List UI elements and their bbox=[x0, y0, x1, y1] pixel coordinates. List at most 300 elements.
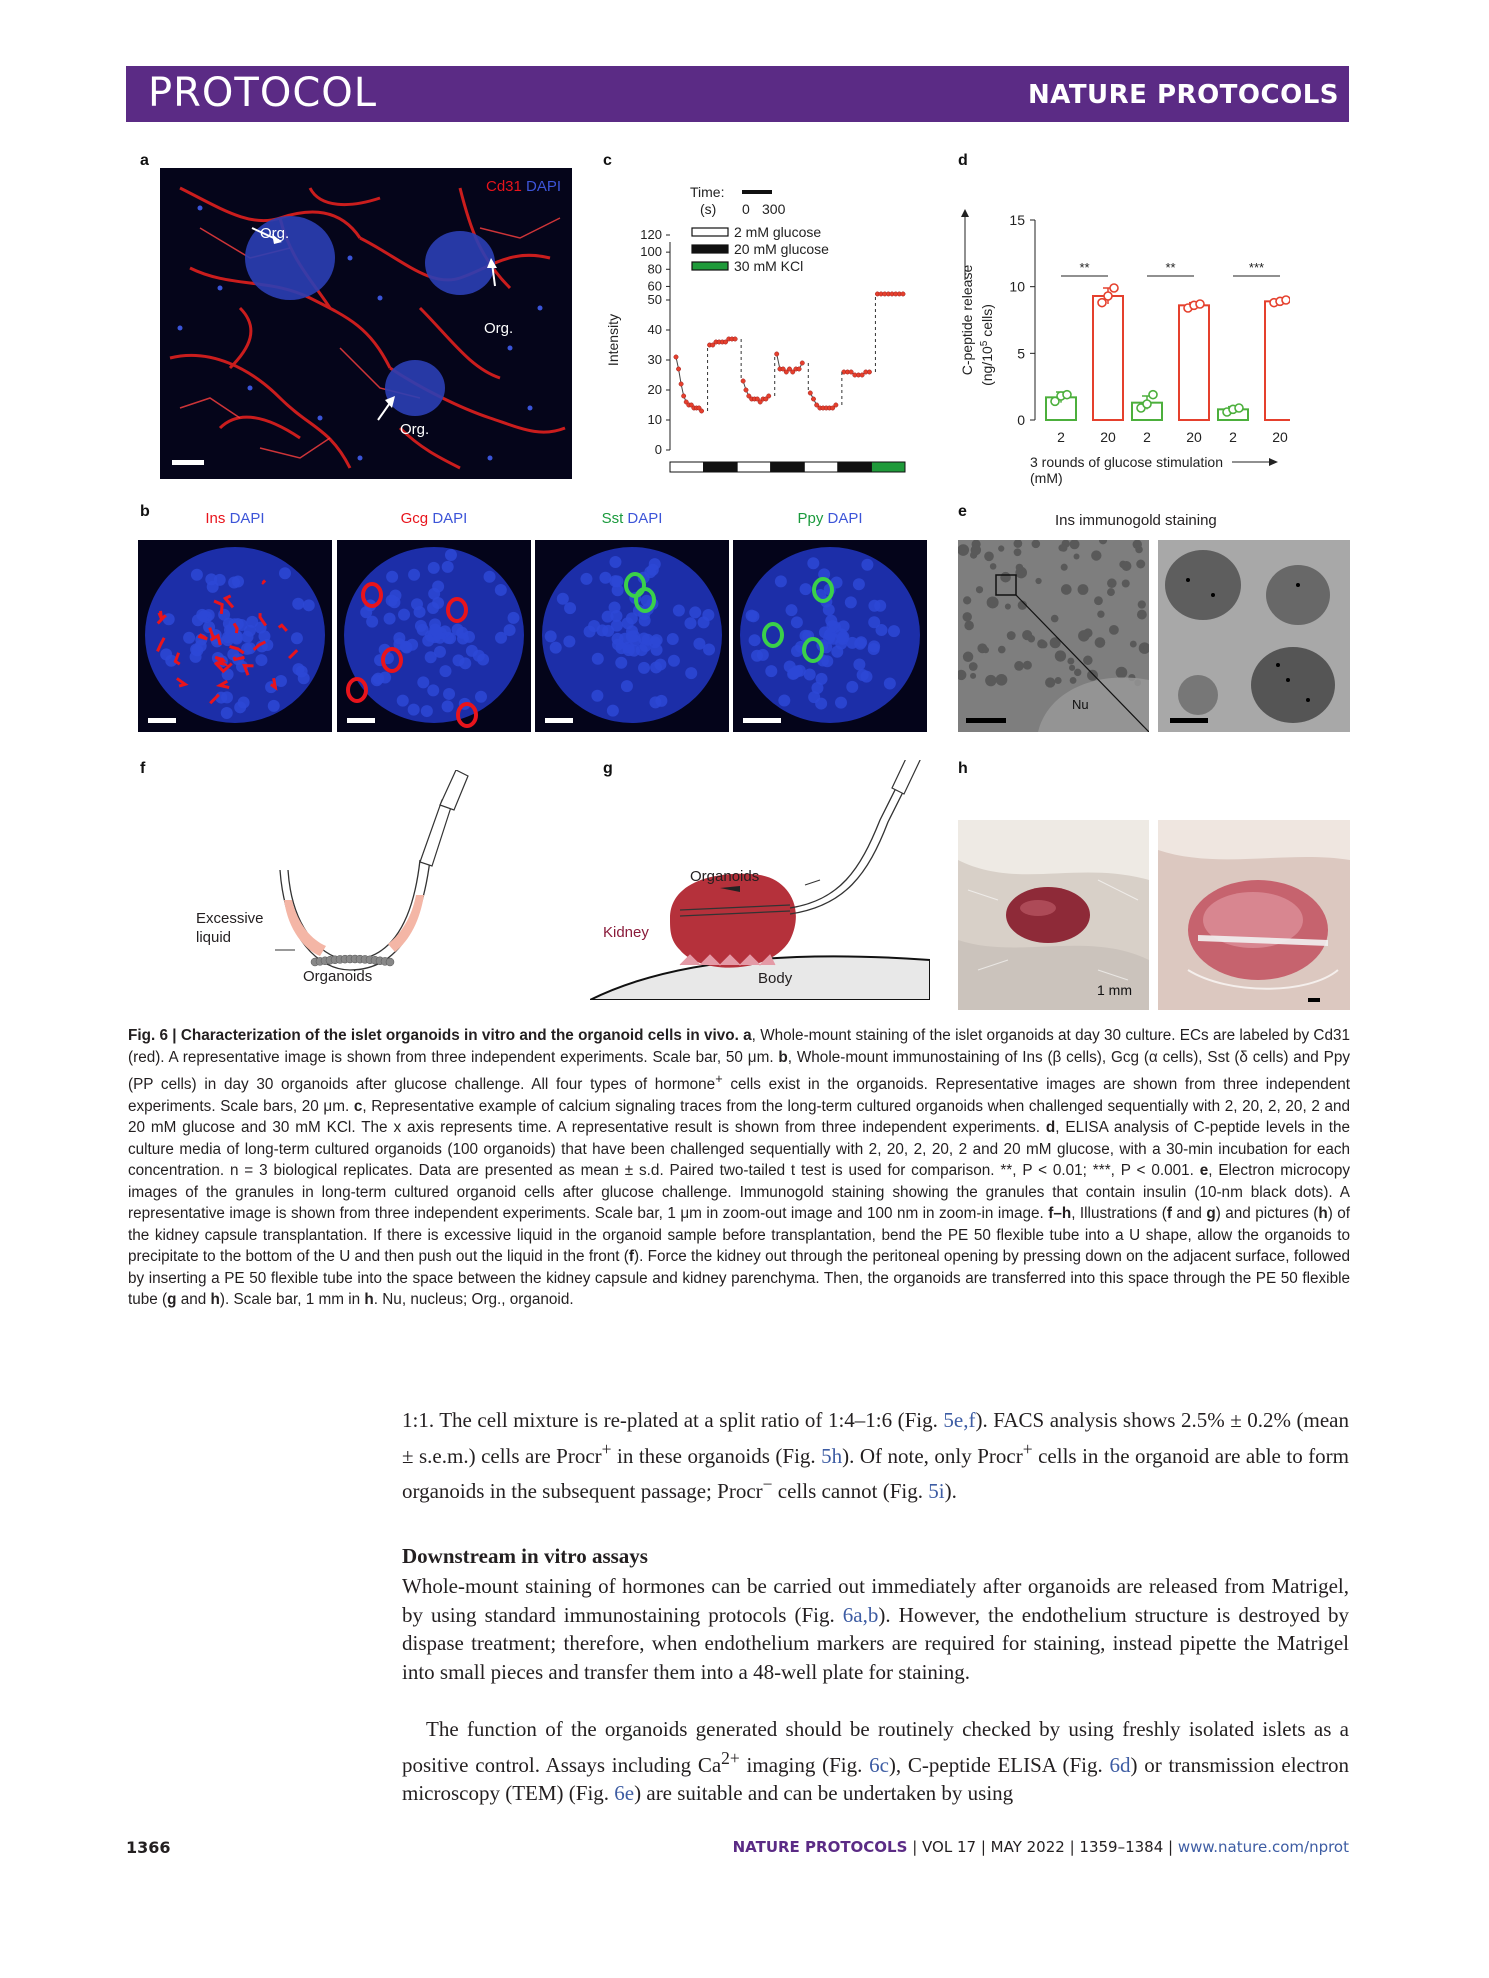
y-arrowhead bbox=[961, 209, 969, 217]
caption-text: , ELISA analysis of C-peptide levels in the culture media of long-term cultured organoids (100 organoids) that have been challenged sequentially with 2, 20, 2, 20, 2 and 20 mM glucose, with a 30-min incubation for each concentration. n = 3 biological replicates. Data are presented as mean ± s.d. Paired two-tailed t test is used for comparison. **, P < 0.01; ***, P < 0.001. bbox=[128, 1119, 1350, 1180]
nucleus bbox=[495, 632, 507, 644]
em-granule bbox=[1078, 584, 1089, 595]
nucleus bbox=[649, 558, 661, 570]
em-granule bbox=[1109, 625, 1119, 635]
stain-image bbox=[535, 540, 729, 732]
caption-ref-f: f bbox=[628, 1248, 634, 1266]
scale-bar bbox=[148, 718, 176, 723]
nucleus bbox=[218, 609, 230, 621]
legend-label: 20 mM glucose bbox=[734, 241, 829, 257]
panel-b-label: b bbox=[140, 503, 150, 520]
caption-text: ) and pictures ( bbox=[1215, 1205, 1319, 1223]
nucleus bbox=[835, 697, 847, 709]
em-granule bbox=[971, 545, 981, 555]
page-number: 1366 bbox=[126, 1838, 171, 1857]
nucleus bbox=[563, 635, 575, 647]
em-granule bbox=[1136, 560, 1145, 569]
significance-label: ** bbox=[1165, 260, 1176, 275]
nucleus bbox=[794, 665, 806, 677]
panel-f-illustration bbox=[180, 770, 480, 1000]
em-granule bbox=[1107, 588, 1115, 596]
nucleus bbox=[816, 673, 828, 685]
nucleus bbox=[401, 642, 413, 654]
data-point bbox=[1282, 296, 1290, 304]
liquid-label: liquid bbox=[196, 929, 232, 946]
caption-ref-h: h bbox=[210, 1291, 220, 1309]
nucleus bbox=[457, 632, 469, 644]
org-label-2: Org. bbox=[484, 320, 514, 337]
org-label-3: Org. bbox=[400, 421, 430, 438]
time-tick: 0 bbox=[742, 201, 750, 217]
em-granule bbox=[1067, 658, 1074, 665]
y-tick-label: 100 bbox=[640, 244, 662, 260]
em-granule bbox=[1116, 667, 1128, 679]
nucleus bbox=[861, 559, 873, 571]
nucleus bbox=[507, 612, 519, 624]
nucleus bbox=[580, 573, 592, 585]
nucleus bbox=[242, 631, 254, 643]
x-tick-label: 2 bbox=[1143, 429, 1151, 445]
em-granule bbox=[1014, 548, 1022, 556]
trace-point bbox=[901, 292, 905, 296]
stain-title bbox=[535, 510, 729, 527]
nucleus bbox=[791, 616, 803, 628]
em-granule bbox=[1005, 604, 1011, 610]
em-granule bbox=[1022, 630, 1032, 640]
nucleus bbox=[884, 677, 896, 689]
nucleus bbox=[807, 557, 819, 569]
body-text: in these organoids (Fig. bbox=[611, 1443, 822, 1468]
em-granule bbox=[976, 586, 983, 593]
nucleus bbox=[825, 615, 837, 627]
nucleus bbox=[183, 632, 195, 644]
y-tick-label: 10 bbox=[647, 412, 662, 427]
nucleus bbox=[845, 596, 857, 608]
sup: + bbox=[1022, 1438, 1033, 1459]
nucleus bbox=[484, 571, 496, 583]
em-granule bbox=[1078, 630, 1089, 641]
em-granule bbox=[1130, 641, 1137, 648]
nucleus bbox=[592, 653, 604, 665]
data-point bbox=[1143, 400, 1151, 408]
x-tick-label: 20 bbox=[1186, 429, 1202, 445]
caption-sup: + bbox=[715, 1071, 723, 1086]
nucleus bbox=[384, 613, 396, 625]
footer-sep: | bbox=[1064, 1838, 1080, 1856]
nucleus bbox=[371, 674, 383, 686]
stain-micrograph bbox=[138, 540, 332, 732]
fig-link[interactable]: 6d bbox=[1109, 1752, 1131, 1777]
em-granule bbox=[1061, 584, 1072, 595]
nucleus bbox=[427, 684, 439, 696]
panel-c-label: c bbox=[603, 152, 612, 169]
org-label-1: Org. bbox=[260, 225, 290, 242]
nucleus bbox=[685, 667, 697, 679]
body-text: ) are suitable and can be undertaken by using bbox=[634, 1781, 1014, 1805]
scale-bar bbox=[743, 718, 781, 723]
nucleus bbox=[838, 620, 850, 632]
h-scale-label: 1 mm bbox=[1097, 982, 1132, 998]
em-granule bbox=[1138, 600, 1146, 608]
em-granule bbox=[1055, 650, 1066, 661]
bar bbox=[1265, 301, 1290, 420]
em-granule bbox=[1007, 631, 1016, 640]
nucleus bbox=[442, 561, 454, 573]
footer-sep: | bbox=[976, 1838, 991, 1856]
em-granule bbox=[1016, 564, 1023, 571]
y-tick-label: 0 bbox=[1017, 412, 1025, 428]
nucleus bbox=[246, 616, 258, 628]
stain-title bbox=[733, 510, 927, 527]
caption-text: , Whole-mount staining of the islet organoids at day 30 culture. ECs are labeled by Cd31 (red). A representative image is shown from three independent experiments. Scale bar, 50 μm. bbox=[128, 1027, 1350, 1066]
data-point bbox=[1149, 391, 1157, 399]
body-text: ), C-peptide ELISA (Fig. bbox=[888, 1752, 1110, 1777]
y-tick-label: 80 bbox=[647, 261, 662, 277]
em-granule bbox=[1091, 550, 1101, 560]
g-organoids-label: Organoids bbox=[690, 868, 760, 885]
caption-ref-c: c bbox=[353, 1097, 363, 1115]
nucleus bbox=[421, 705, 433, 717]
nucleus bbox=[550, 642, 562, 654]
panel-e-zoom-in bbox=[1158, 540, 1350, 732]
y-tick-label: 40 bbox=[647, 322, 662, 337]
kidney-photo-2 bbox=[1158, 820, 1350, 1010]
fig-link[interactable]: 6e bbox=[614, 1781, 635, 1805]
x-axis-label: 3 rounds of glucose stimulation bbox=[1030, 454, 1223, 470]
time-legend-unit: (s) bbox=[700, 201, 717, 217]
caption-text: . Nu, nucleus; Org., organoid. bbox=[373, 1291, 574, 1309]
nucleus bbox=[386, 571, 398, 583]
data-point bbox=[1196, 300, 1204, 308]
nucleus bbox=[291, 632, 303, 644]
scale-bar bbox=[545, 718, 573, 723]
y-tick-label: 30 bbox=[647, 352, 662, 367]
trace-point bbox=[867, 370, 871, 374]
em-granule bbox=[963, 652, 973, 662]
nucleus bbox=[439, 665, 451, 677]
nucleus bbox=[821, 655, 833, 667]
em-granule bbox=[1060, 544, 1067, 551]
stain-image bbox=[337, 540, 531, 732]
fig-link[interactable]: 5h bbox=[821, 1443, 843, 1468]
stimulation-block bbox=[670, 462, 704, 472]
nucleus bbox=[196, 609, 208, 621]
nucleus bbox=[429, 623, 441, 635]
stain-micrograph bbox=[733, 540, 927, 732]
em-granule bbox=[1035, 578, 1041, 584]
caption-ref-f: f bbox=[1048, 1205, 1054, 1223]
caption-text: ). Force the kidney out through the peritoneal opening by pressing down on the adjacent surface, followed by inserting a PE 50 flexible tube into the space between the kidney capsule and kidney parenchyma. Then, the organoids are transferred into this space through the PE 50 flexible tube ( bbox=[128, 1248, 1350, 1309]
nucleus bbox=[609, 575, 621, 587]
nucleus bbox=[607, 705, 619, 717]
paragraph-3 bbox=[402, 1715, 1349, 1808]
nucleus bbox=[846, 681, 858, 693]
body-text: cells cannot (Fig. bbox=[772, 1479, 929, 1503]
y-tick-label: 20 bbox=[647, 382, 662, 397]
y-tick-label: 50 bbox=[647, 292, 662, 307]
em-granule bbox=[984, 551, 994, 561]
nucleus bbox=[279, 567, 291, 579]
nucleus bbox=[602, 611, 614, 623]
footer-journal: NATURE PROTOCOLS bbox=[732, 1838, 908, 1856]
data-point bbox=[1235, 404, 1243, 412]
footer-volume: VOL 17 bbox=[922, 1838, 977, 1856]
nucleus bbox=[800, 583, 812, 595]
stain-marker: Gcg bbox=[400, 510, 429, 527]
caption-ref-d: d bbox=[1045, 1119, 1056, 1137]
em-granule bbox=[1000, 572, 1011, 583]
trace-point bbox=[849, 370, 853, 374]
em-granule bbox=[987, 596, 999, 608]
organoid-bead bbox=[386, 958, 394, 966]
nucleus bbox=[428, 588, 440, 600]
nucleus bbox=[366, 616, 378, 628]
nucleus bbox=[684, 617, 696, 629]
em-granule bbox=[1122, 561, 1132, 571]
nucleus bbox=[221, 691, 233, 703]
nucleus bbox=[860, 671, 872, 683]
nucleus bbox=[778, 695, 790, 707]
nucleus bbox=[751, 650, 763, 662]
caption-ref-b: b bbox=[778, 1048, 788, 1066]
caption-ref-e: e bbox=[1199, 1162, 1209, 1180]
nucleus bbox=[638, 662, 650, 674]
body-text: 1:1. The cell mixture is re-plated at a split ratio of 1:4–1:6 (Fig. bbox=[402, 1408, 944, 1432]
em-granule bbox=[970, 673, 976, 679]
nucleus bbox=[749, 634, 761, 646]
y-axis-label: Intensity bbox=[605, 313, 621, 367]
section-label: PROTOCOL bbox=[148, 70, 378, 116]
nucleus bbox=[443, 688, 455, 700]
nucleus bbox=[292, 598, 304, 610]
dapi-marker: DAPI bbox=[823, 510, 863, 527]
em-granule bbox=[963, 596, 971, 604]
paragraph-1 bbox=[402, 1406, 1349, 1506]
em-granule bbox=[996, 674, 1008, 686]
ins-signal bbox=[262, 580, 265, 582]
em-granule bbox=[998, 646, 1006, 654]
nucleus bbox=[214, 574, 226, 586]
nucleus bbox=[452, 654, 464, 666]
nucleus bbox=[702, 609, 714, 621]
panel-e-zoom-out bbox=[958, 540, 1149, 732]
panel-g-illustration bbox=[590, 760, 930, 1000]
panel-e-title: Ins immunogold staining bbox=[1055, 512, 1217, 529]
footer-url[interactable]: www.nature.com/nprot bbox=[1177, 1838, 1349, 1856]
footer-date: MAY 2022 bbox=[990, 1838, 1065, 1856]
nucleus bbox=[765, 665, 777, 677]
stain-image bbox=[733, 540, 927, 732]
nucleus bbox=[258, 630, 270, 642]
footer-citation bbox=[733, 1838, 1349, 1856]
nucleus bbox=[888, 625, 900, 637]
body-text: ) or transmission electron microscopy (TEM) (Fig. bbox=[402, 1752, 1349, 1805]
nucleus bbox=[398, 609, 410, 621]
nucleus bbox=[417, 624, 429, 636]
x-tick-label: 20 bbox=[1272, 429, 1288, 445]
caption-text: , Illustrations ( bbox=[1071, 1205, 1167, 1223]
stimulation-block bbox=[871, 462, 905, 472]
footer-sep: | bbox=[1163, 1838, 1178, 1856]
nucleus bbox=[827, 633, 839, 645]
nucleus bbox=[668, 655, 680, 667]
nucleus bbox=[591, 690, 603, 702]
fig-link[interactable]: 5e,f bbox=[943, 1408, 976, 1432]
caption-text: ). Scale bar, 1 mm in bbox=[219, 1291, 365, 1309]
nucleus bbox=[477, 653, 489, 665]
nucleus bbox=[397, 695, 409, 707]
em-granule bbox=[964, 621, 974, 631]
body-text: The function of the organoids generated should be routinely checked by using freshly isolated islets as a positive control. Assays including Ca bbox=[402, 1717, 1349, 1777]
nucleus bbox=[775, 575, 787, 587]
caption-dash: – bbox=[1053, 1205, 1062, 1223]
trace-point bbox=[699, 409, 703, 413]
panel-d-label: d bbox=[958, 152, 968, 169]
legend-swatch bbox=[692, 228, 728, 236]
nucleus bbox=[298, 672, 310, 684]
x-tick-label: 20 bbox=[1100, 429, 1116, 445]
em-granule bbox=[1122, 579, 1130, 587]
fig-link[interactable]: 5i bbox=[928, 1479, 945, 1503]
nucleus bbox=[615, 642, 627, 654]
em-granule bbox=[1095, 637, 1106, 648]
trace-point bbox=[797, 367, 801, 371]
panel-e-label: e bbox=[958, 503, 967, 520]
cd31-label: Cd31 bbox=[486, 178, 522, 195]
figure-caption bbox=[128, 1025, 1350, 1311]
stimulation-block bbox=[838, 462, 872, 472]
em-granule bbox=[963, 612, 972, 621]
body-text: imaging (Fig. bbox=[739, 1752, 870, 1777]
caption-ref-g: g bbox=[167, 1291, 177, 1309]
sup: 2+ bbox=[721, 1747, 740, 1768]
nucleus bbox=[203, 621, 215, 633]
nucleus bbox=[238, 697, 250, 709]
nucleus bbox=[160, 648, 172, 660]
em-granule bbox=[983, 647, 989, 653]
nucleus bbox=[667, 633, 679, 645]
em-granule bbox=[1074, 669, 1081, 676]
nucleus bbox=[639, 614, 651, 626]
panel-a-stain-label bbox=[486, 178, 561, 195]
nucleus bbox=[442, 700, 454, 712]
fig-link[interactable]: 6c bbox=[869, 1752, 889, 1777]
trace-point bbox=[811, 397, 815, 401]
panel-c-chart bbox=[600, 180, 930, 480]
nucleus bbox=[846, 637, 858, 649]
footer-pages: 1359–1384 bbox=[1079, 1838, 1164, 1856]
nucleus bbox=[228, 577, 240, 589]
stimulation-block bbox=[704, 462, 738, 472]
stain-micrograph bbox=[535, 540, 729, 732]
nucleus bbox=[703, 644, 715, 656]
trace-point bbox=[681, 394, 685, 398]
dapi-label: DAPI bbox=[526, 178, 562, 195]
nucleus bbox=[673, 605, 685, 617]
trace-point bbox=[741, 379, 745, 383]
body-text: Whole-mount staining of hormones can be carried out immediately after organoids are released from Matrigel, by using standard immunostaining protocols (Fig. bbox=[402, 1574, 1349, 1627]
em-granule bbox=[1133, 540, 1142, 549]
trace-point bbox=[834, 403, 838, 407]
nucleus bbox=[221, 707, 233, 719]
data-point bbox=[1104, 292, 1112, 300]
em-granule bbox=[1097, 611, 1104, 618]
em-granule bbox=[1061, 564, 1068, 571]
nucleus bbox=[649, 696, 661, 708]
nucleus bbox=[268, 700, 280, 712]
panel-h-label: h bbox=[958, 760, 968, 777]
caption-ref-h: h bbox=[364, 1291, 374, 1309]
em-granule bbox=[1070, 677, 1077, 684]
legend-label: 30 mM KCl bbox=[734, 258, 804, 274]
journal-name: NATURE PROTOCOLS bbox=[1027, 80, 1339, 110]
em-granule bbox=[1137, 610, 1147, 620]
y-axis-unit: ($ng/10^5$ cells) bbox=[978, 304, 995, 386]
y-tick-label: 10 bbox=[1009, 278, 1025, 295]
nucleus bbox=[651, 644, 663, 656]
stain-marker: Sst bbox=[601, 510, 624, 527]
nucleus bbox=[609, 556, 621, 568]
x-arrowhead bbox=[1269, 458, 1278, 466]
fig-link[interactable]: 6a,b bbox=[842, 1602, 879, 1627]
em-granule bbox=[998, 545, 1004, 551]
nucleus bbox=[808, 691, 820, 703]
section-heading: Downstream in vitro assays bbox=[402, 1544, 648, 1568]
em-granule bbox=[1074, 554, 1080, 560]
body-text: cells in the organoid are able to form organoids in the subsequent passage; Procr bbox=[402, 1443, 1350, 1503]
caption-ref-g: g bbox=[1206, 1205, 1216, 1223]
nucleus bbox=[191, 569, 203, 581]
nucleus-label: Nu bbox=[1072, 697, 1089, 712]
nucleus bbox=[621, 680, 633, 692]
ins-signal bbox=[215, 657, 223, 659]
trace-point bbox=[674, 355, 678, 359]
stain-title bbox=[337, 510, 531, 527]
stain-title bbox=[138, 510, 332, 527]
body-label: Body bbox=[758, 970, 793, 987]
nucleus bbox=[417, 676, 429, 688]
trace-point bbox=[733, 337, 737, 341]
em-granule bbox=[1069, 665, 1075, 671]
scale-bar bbox=[347, 718, 375, 723]
em-granule bbox=[1083, 656, 1093, 666]
nucleus bbox=[408, 704, 420, 716]
em-granule bbox=[1051, 615, 1059, 623]
nucleus bbox=[545, 630, 557, 642]
body-text: ). FACS analysis shows 2.5% ± 0.2% (mean ± s.e.m.) cells are Procr bbox=[402, 1408, 1349, 1468]
bar bbox=[1093, 296, 1123, 420]
ins-signal bbox=[234, 657, 245, 659]
sup: − bbox=[762, 1474, 773, 1494]
y-tick-label: 5 bbox=[1017, 345, 1025, 362]
em-granule bbox=[969, 662, 978, 671]
caption-text: and bbox=[176, 1291, 211, 1309]
nucleus bbox=[584, 626, 596, 638]
y-tick-label: 15 bbox=[1009, 212, 1025, 228]
trace-point bbox=[808, 391, 812, 395]
panel-f-label: f bbox=[140, 760, 146, 777]
em-granule bbox=[1055, 677, 1062, 684]
nucleus bbox=[689, 606, 701, 618]
em-granule bbox=[1107, 578, 1117, 588]
caption-text: and bbox=[1171, 1205, 1207, 1223]
nucleus bbox=[222, 634, 234, 646]
data-point bbox=[1098, 299, 1106, 307]
bar bbox=[1179, 305, 1209, 420]
nucleus bbox=[303, 599, 315, 611]
nucleus bbox=[853, 578, 865, 590]
stain-image bbox=[138, 540, 332, 732]
